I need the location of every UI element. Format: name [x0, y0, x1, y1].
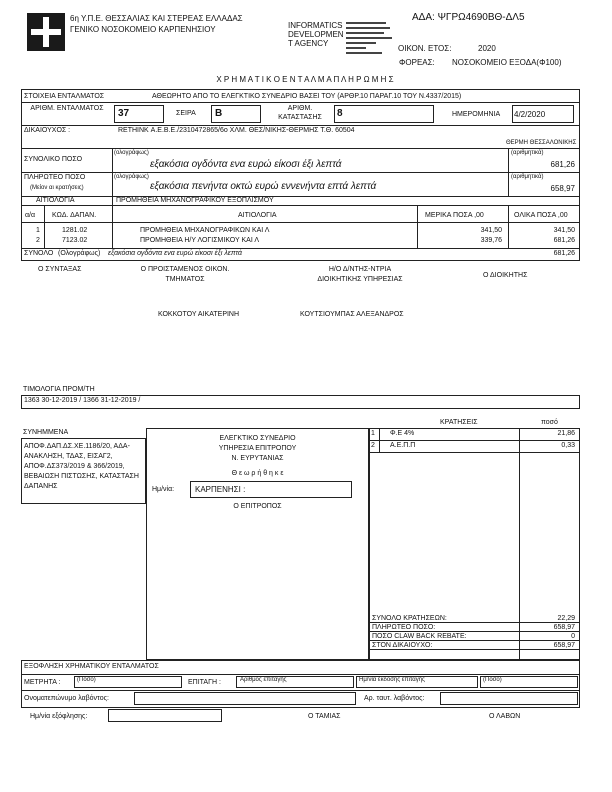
row1-total: 341,50 [553, 227, 575, 234]
audit-date-label: Ημ/νία: [152, 486, 175, 493]
audit-line-3: Ν. ΕΥΡΥΤΑΝΙΑΣ [231, 455, 284, 462]
document-title: Χ Ρ Η Μ Α Τ Ι Κ Ο Ε Ν Τ Α Λ Μ Α Π Λ Η Ρ Ω Μ Η Σ [216, 75, 394, 84]
body-label: ΦΟΡΕΑΣ: [399, 58, 435, 67]
total-amount: 681,26 [550, 160, 575, 169]
audit-note: ΑΘΕΩΡΗΤΟ ΑΠΟ ΤΟ ΕΛΕΓΚΤΙΚΟ ΣΥΝΕΔΡΙΟ ΒΑΣΕΙ ΤΟΥ (ΑΡΘΡ.10 ΠΑΡΑΓ.10 ΤΟΥ Ν.4337/2015) [152, 93, 462, 100]
payable-label: ΠΛΗΡΩΤΕΟ ΠΟΣΟ [24, 174, 86, 181]
total-label: ΣΥΝΟΛΙΚΟ ΠΟΣΟ [24, 156, 83, 163]
sum-total: 681,26 [553, 250, 575, 257]
payable-amount: 658,97 [550, 184, 575, 193]
col-header-partial: ΜΕΡΙΚΑ ΠΟΣΑ ,00 [425, 212, 484, 219]
governor-sig: Ο ΔΙΟΙΚΗΤΗΣ [483, 272, 528, 279]
fiscal-year: 2020 [478, 44, 496, 53]
fiscal-year-label: ΟΙΚΟΝ. ΕΤΟΣ: [398, 44, 452, 53]
row2-code: 7123.02 [62, 237, 88, 244]
sum-words: εξακόσια ογδόντα ενα ευρώ είκοσι έξι λεπτά [108, 250, 243, 257]
head-sig: Ο ΠΡΟΙΣΤΑΜΕΝΟΣ ΟΙΚΟΝ. ΤΜΗΜΑΤΟΣ [140, 266, 230, 283]
audit-line-2: ΥΠΗΡΕΣΙΑ ΕΠΙΤΡΟΠΟΥ [218, 445, 297, 452]
ded2-no: 2 [371, 442, 375, 449]
paid-date-label: Ημ/νία εξόφλησης: [30, 713, 88, 720]
recipient-name-label: Ονοματεπώνυμο λαβόντος: [24, 695, 109, 702]
recipient-id-field[interactable] [440, 692, 578, 705]
order-number-label: ΑΡΙΘΜ. ΕΝΤΑΛΜΑΤΟΣ [30, 105, 104, 112]
row1-no: 1 [36, 227, 40, 234]
hospital-line: ΓΕΝΙΚΟ ΝΟΣΟΚΟΜΕΙΟ ΚΑΡΠΕΝΗΣΙΟΥ [70, 25, 216, 34]
audit-box [146, 428, 369, 660]
summary-payable-value: 658,97 [553, 624, 575, 631]
list-label: ΑΡΙΘΜ. ΚΑΤΑΣΤΑΣΗΣ [278, 105, 322, 121]
recipient-id-label: Αρ. ταυτ. λαβόντος: [364, 695, 425, 702]
deductions-title: ΚΡΑΤΗΣΕΙΣ [440, 419, 478, 426]
ded1-name: Φ.Ε 4% [390, 430, 415, 437]
payable-sublabel: (Μείον αι κρατήσεις) [30, 185, 84, 191]
list-number: 8 [337, 108, 343, 119]
total-words-hint: (ολογράφως) [114, 150, 149, 156]
beneficiary: RETHINK Α.Ε.Β.Ε./2310472865/6ο ΧΛΜ. ΘΕΣ/ΝΙΚΗΣ-ΘΕΡΜΗΣ Τ.Θ. 60504 [118, 127, 355, 134]
total-words: εξακόσια ογδόντα ενα ευρώ είκοσι έξι λεπτά [150, 159, 342, 170]
reason: ΠΡΟΜΗΘΕΙΑ ΜΗΧΑΝΟΓΡΑΦΙΚΟΥ ΕΞΟΠΛΙΣΜΟΥ [116, 197, 274, 204]
audit-place: ΚΑΡΠΕΝΗΣΙ : [195, 485, 246, 494]
col-header-total: ΟΛΙΚΑ ΠΟΣΑ ,00 [514, 212, 568, 219]
series-label: ΣΕΙΡΑ [176, 110, 196, 117]
beneficiary-label: ΔΙΚΑΙΟΥΧΟΣ : [24, 127, 71, 134]
payable-numbers-hint: (αριθμητικά) [511, 174, 544, 180]
to-beneficiary-value: 658,97 [553, 642, 575, 649]
composer-sig: Ο ΣΥΝΤΑΞΑΣ [38, 266, 82, 273]
row2-desc: ΠΡΟΜΗΘΕΙΑ Η/Υ ΛΟΓΙΣΜΙΚΟΥ ΚΑΙ Λ [140, 237, 259, 244]
ded1-no: 1 [371, 430, 375, 437]
date-label: ΗΜΕΡΟΜΗΝΙΑ [452, 111, 501, 118]
sum-deductions-label: ΣΥΝΟΛΟ ΚΡΑΤΗΣΕΩΝ: [372, 615, 447, 622]
cheque-no-hint: Αριθμός επιταγής [240, 677, 287, 683]
ministry-line: 6η Υ.Π.Ε. ΘΕΣΣΑΛΙΑΣ ΚΑΙ ΣΤΕΡΕΑΣ ΕΛΛΑΔΑΣ [70, 14, 243, 23]
receiver-sig: Ο ΛΑΒΩΝ [489, 713, 521, 720]
to-beneficiary-label: ΣΤΟΝ ΔΙΚΑΙΟΥΧΟ: [372, 642, 433, 649]
cash-label: ΜΕΤΡΗΤΑ : [24, 679, 61, 686]
invoices-value: 1363 30-12-2019 / 1366 31-12-2019 / [24, 397, 141, 404]
admin-name: ΚΟΥΤΣΙΟΥΜΠΑΣ ΑΛΕΞΑΝΔΡΟΣ [300, 311, 404, 318]
order-number: 37 [118, 108, 130, 119]
col-header-code: ΚΩΔ. ΔΑΠΑΝ. [52, 212, 97, 219]
vendor-line-2: DEVELOPMEN [288, 30, 344, 39]
col-header-reason: ΑΙΤΙΟΛΟΓΙΑ [238, 212, 277, 219]
audit-line-1: ΕΛΕΓΚΤΙΚΟ ΣΥΝΕΔΡΙΟ [219, 435, 296, 442]
row1-desc: ΠΡΟΜΗΘΕΙΑ ΜΗΧΑΝΟΓΡΑΦΙΚΩΝ ΚΑΙ Λ [140, 227, 270, 234]
deductions-amount-header: ποσό [541, 419, 558, 426]
row2-total: 681,26 [553, 237, 575, 244]
row1-code: 1281.02 [62, 227, 88, 234]
recipient-name-field[interactable] [134, 692, 356, 705]
invoices-label: ΤΙΜΟΛΟΓΙΑ ΠΡΟΜ/ΤΗ [23, 386, 95, 393]
payment-title: ΕΞΟΦΛΗΣΗ ΧΡΗΜΑΤΙΚΟΥ ΕΝΤΑΛΜΑΤΟΣ [24, 663, 159, 670]
ded1-amount: 21,86 [557, 430, 575, 437]
reason-label: ΑΙΤΙΟΛΟΓΙΑ [36, 197, 75, 204]
vendor-line-3: T AGENCY [288, 39, 329, 48]
row1-partial: 341,50 [480, 227, 502, 234]
order-date: 4/2/2020 [514, 110, 546, 119]
paid-date-field[interactable] [108, 709, 222, 722]
attachments-text: ΑΠΟΦ.ΔΑΠ.ΔΣ.ΧΕ.1186/20, ΑΔΑ-ΑΝΑΚΛΗΣΗ, ΤΔΑΣ, ΕΙΣΑΓ2, ΑΠΟΦ.ΔΣ373/2019 & 366/2019, ΒΕΒΑΙΩΣΗ ΠΙΣΤΩΣΗΣ, ΚΑΤΑΣΤΑΣΗ ΔΑΠΑΝΗΣ [24, 443, 139, 490]
payable-words: εξακόσια πενήντα οκτώ ευρώ εννενήντα επτά λεπτά [150, 181, 377, 192]
cheque-label: ΕΠΙΤΑΓΗ : [188, 679, 221, 686]
vendor-fineprint [346, 20, 396, 56]
vendor-line-1: INFORMATICS [288, 21, 343, 30]
cashier-sig: Ο ΤΑΜΙΑΣ [308, 713, 341, 720]
col-header-no: α/α [25, 212, 36, 219]
clawback-value: 0 [571, 633, 575, 640]
beneficiary-city: ΘΕΡΜΗ ΘΕΣΣΑΛΟΝΙΚΗΣ [506, 140, 577, 146]
cheque-date-hint: Ημ/νία έκδοσης επιταγής [359, 677, 425, 683]
sum-words-label: (Ολογράφως) [58, 250, 101, 257]
sum-deductions-value: 22,29 [557, 615, 575, 622]
summary-payable-label: ΠΛΗΡΩΤΕΟ ΠΟΣΟ: [372, 624, 436, 631]
cheque-amount-hint: (Ποσό) [483, 677, 502, 683]
order-items-label: ΣΤΟΙΧΕΙΑ ΕΝΤΑΛΜΑΤΟΣ [24, 93, 105, 100]
head-name: ΚΟΚΚΟΤΟΥ ΑΙΚΑΤΕΡΙΝΗ [158, 311, 240, 318]
ded2-name: Α.Ε.Π.Π [390, 442, 416, 449]
row2-partial: 339,76 [480, 237, 502, 244]
ded2-amount: 0,33 [561, 442, 575, 449]
sum-label: ΣΥΝΟΛΟ [24, 250, 54, 257]
hospital-logo-icon [27, 13, 65, 51]
ada-code: ΑΔΑ: ΨΓΡΩ4690ΒΘ-ΔΛ5 [412, 12, 525, 23]
audit-commissioner: Ο ΕΠΙΤΡΟΠΟΣ [233, 503, 282, 510]
payable-words-hint: (ολογράφως) [114, 174, 149, 180]
admin-sig: Η/Ο Δ/ΝΤΗΣ-ΝΤΡΙΑ ΔΙΟΙΚΗΤΙΚΗΣ ΥΠΗΡΕΣΙΑΣ [317, 266, 403, 283]
cash-amount-hint: (Ποσό) [77, 677, 96, 683]
list-box [334, 105, 434, 123]
row2-no: 2 [36, 237, 40, 244]
audit-approved: Θ ε ω ρ ή θ η κ ε [231, 470, 284, 477]
clawback-label: ΠΟΣΟ CLAW BACK REBATE: [372, 633, 467, 640]
series: B [215, 108, 223, 119]
body-value: ΝΟΣΟΚΟΜΕΙΟ ΕΞΟΔΑ(Φ100) [452, 58, 562, 67]
attachments-label: ΣΥΝΗΜΜΕΝΑ [23, 429, 69, 436]
total-numbers-hint: (αριθμητικά) [511, 150, 544, 156]
